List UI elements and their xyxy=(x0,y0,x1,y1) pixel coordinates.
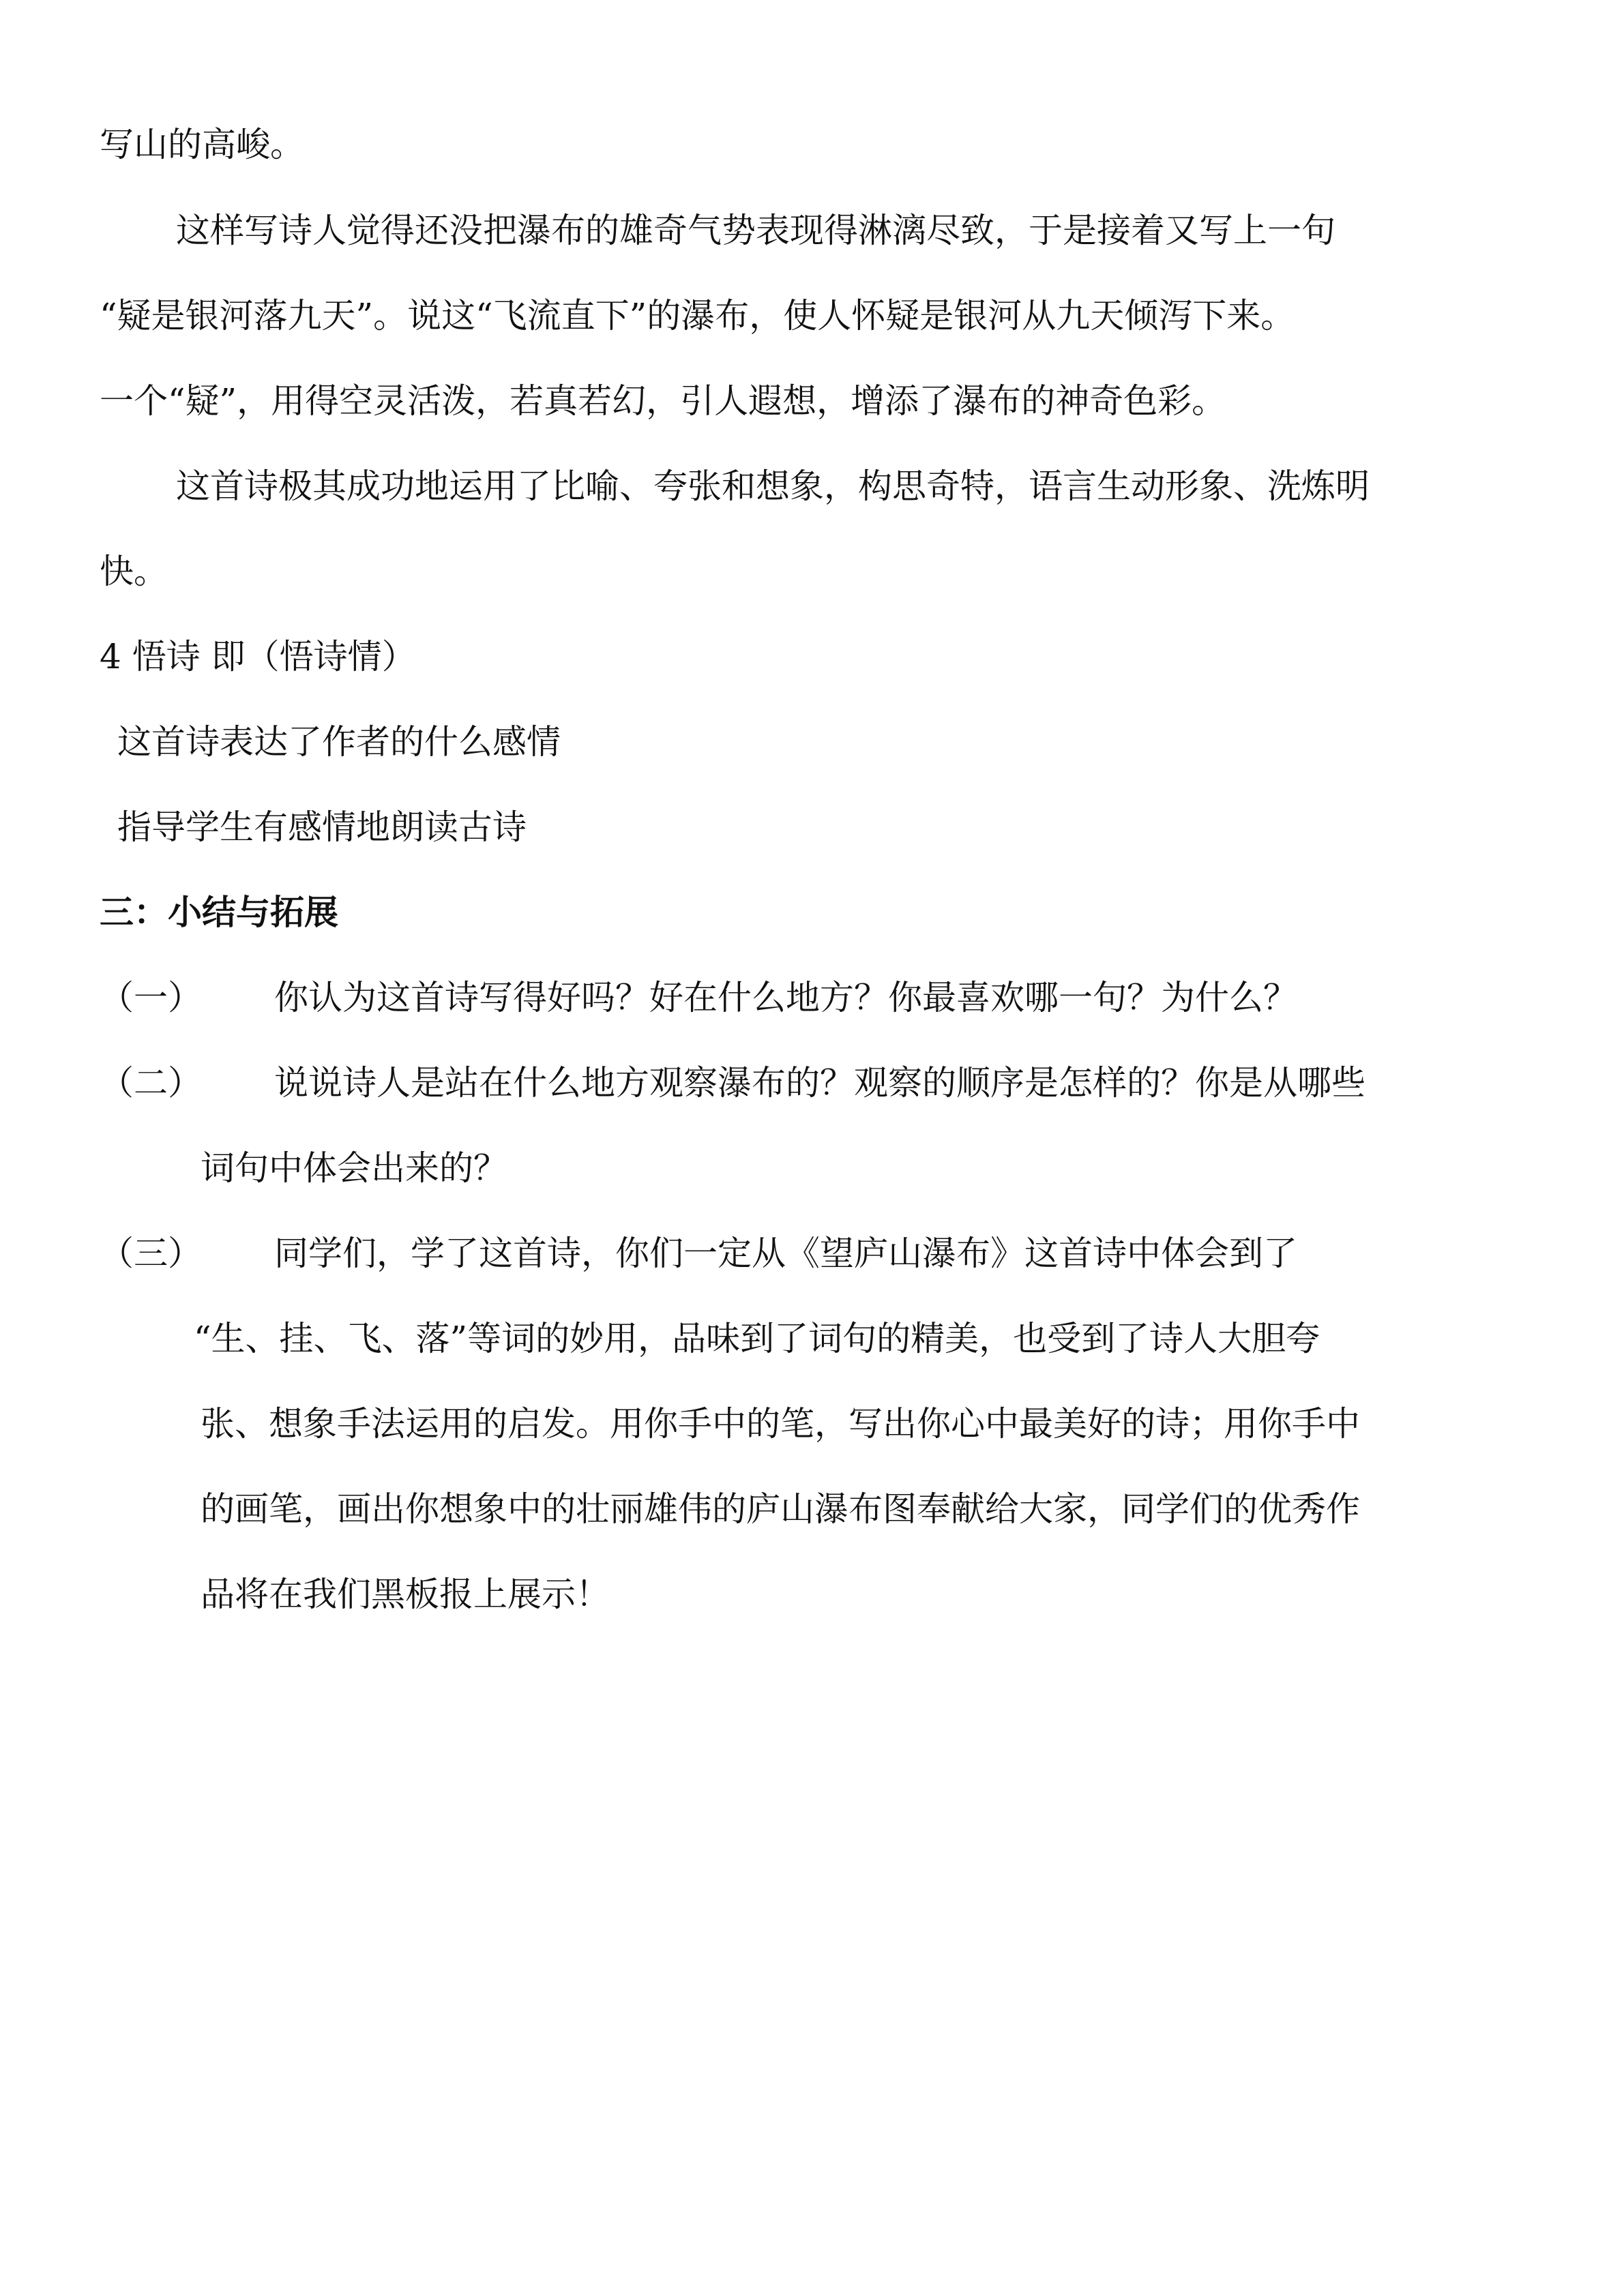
list-item: 指导学生有感情地朗读古诗 xyxy=(117,807,527,847)
step-heading: 4 悟诗 即（悟诗情） xyxy=(100,637,416,676)
paragraph-line: 写山的高峻。 xyxy=(100,125,304,164)
paragraph-line: 快。 xyxy=(100,552,168,591)
item-marker: （二） xyxy=(100,1063,202,1103)
item-text: 张、想象手法运用的启发。用你手中的笔，写出你心中最美好的诗；用你手中 xyxy=(201,1404,1360,1444)
paragraph-line: “疑是银河落九天”。说这“飞流直下”的瀑布，使人怀疑是银河从九天倾泻下来。 xyxy=(100,296,1295,336)
paragraph-line: 一个“疑”，用得空灵活泼，若真若幻，引人遐想，增添了瀑布的神奇色彩。 xyxy=(100,381,1226,421)
paragraph-line: 这首诗极其成功地运用了比喻、夸张和想象，构思奇特，语言生动形象、洗炼明 xyxy=(176,466,1370,506)
item-text: 说说诗人是站在什么地方观察瀑布的？观察的顺序是怎样的？你是从哪些 xyxy=(274,1063,1365,1103)
section-heading: 三：小结与拓展 xyxy=(100,892,338,932)
item-text: 品将在我们黑板报上展示！ xyxy=(201,1575,610,1614)
item-text: 的画笔，画出你想象中的壮丽雄伟的庐山瀑布图奉献给大家，同学们的优秀作 xyxy=(201,1489,1360,1529)
item-marker: （一） xyxy=(100,978,202,1017)
list-item: 这首诗表达了作者的什么感情 xyxy=(117,722,561,762)
item-text: “生、挂、飞、落”等词的妙用，品味到了词句的精美，也受到了诗人大胆夸 xyxy=(194,1319,1320,1358)
item-text: 同学们，学了这首诗，你们一定从《望庐山瀑布》这首诗中体会到了 xyxy=(274,1234,1297,1273)
paragraph-line: 这样写诗人觉得还没把瀑布的雄奇气势表现得淋漓尽致，于是接着又写上一句 xyxy=(176,211,1335,250)
item-text: 你认为这首诗写得好吗？好在什么地方？你最喜欢哪一句？为什么？ xyxy=(274,978,1297,1017)
item-text: 词句中体会出来的？ xyxy=(201,1148,507,1188)
item-marker: （三） xyxy=(100,1234,202,1273)
